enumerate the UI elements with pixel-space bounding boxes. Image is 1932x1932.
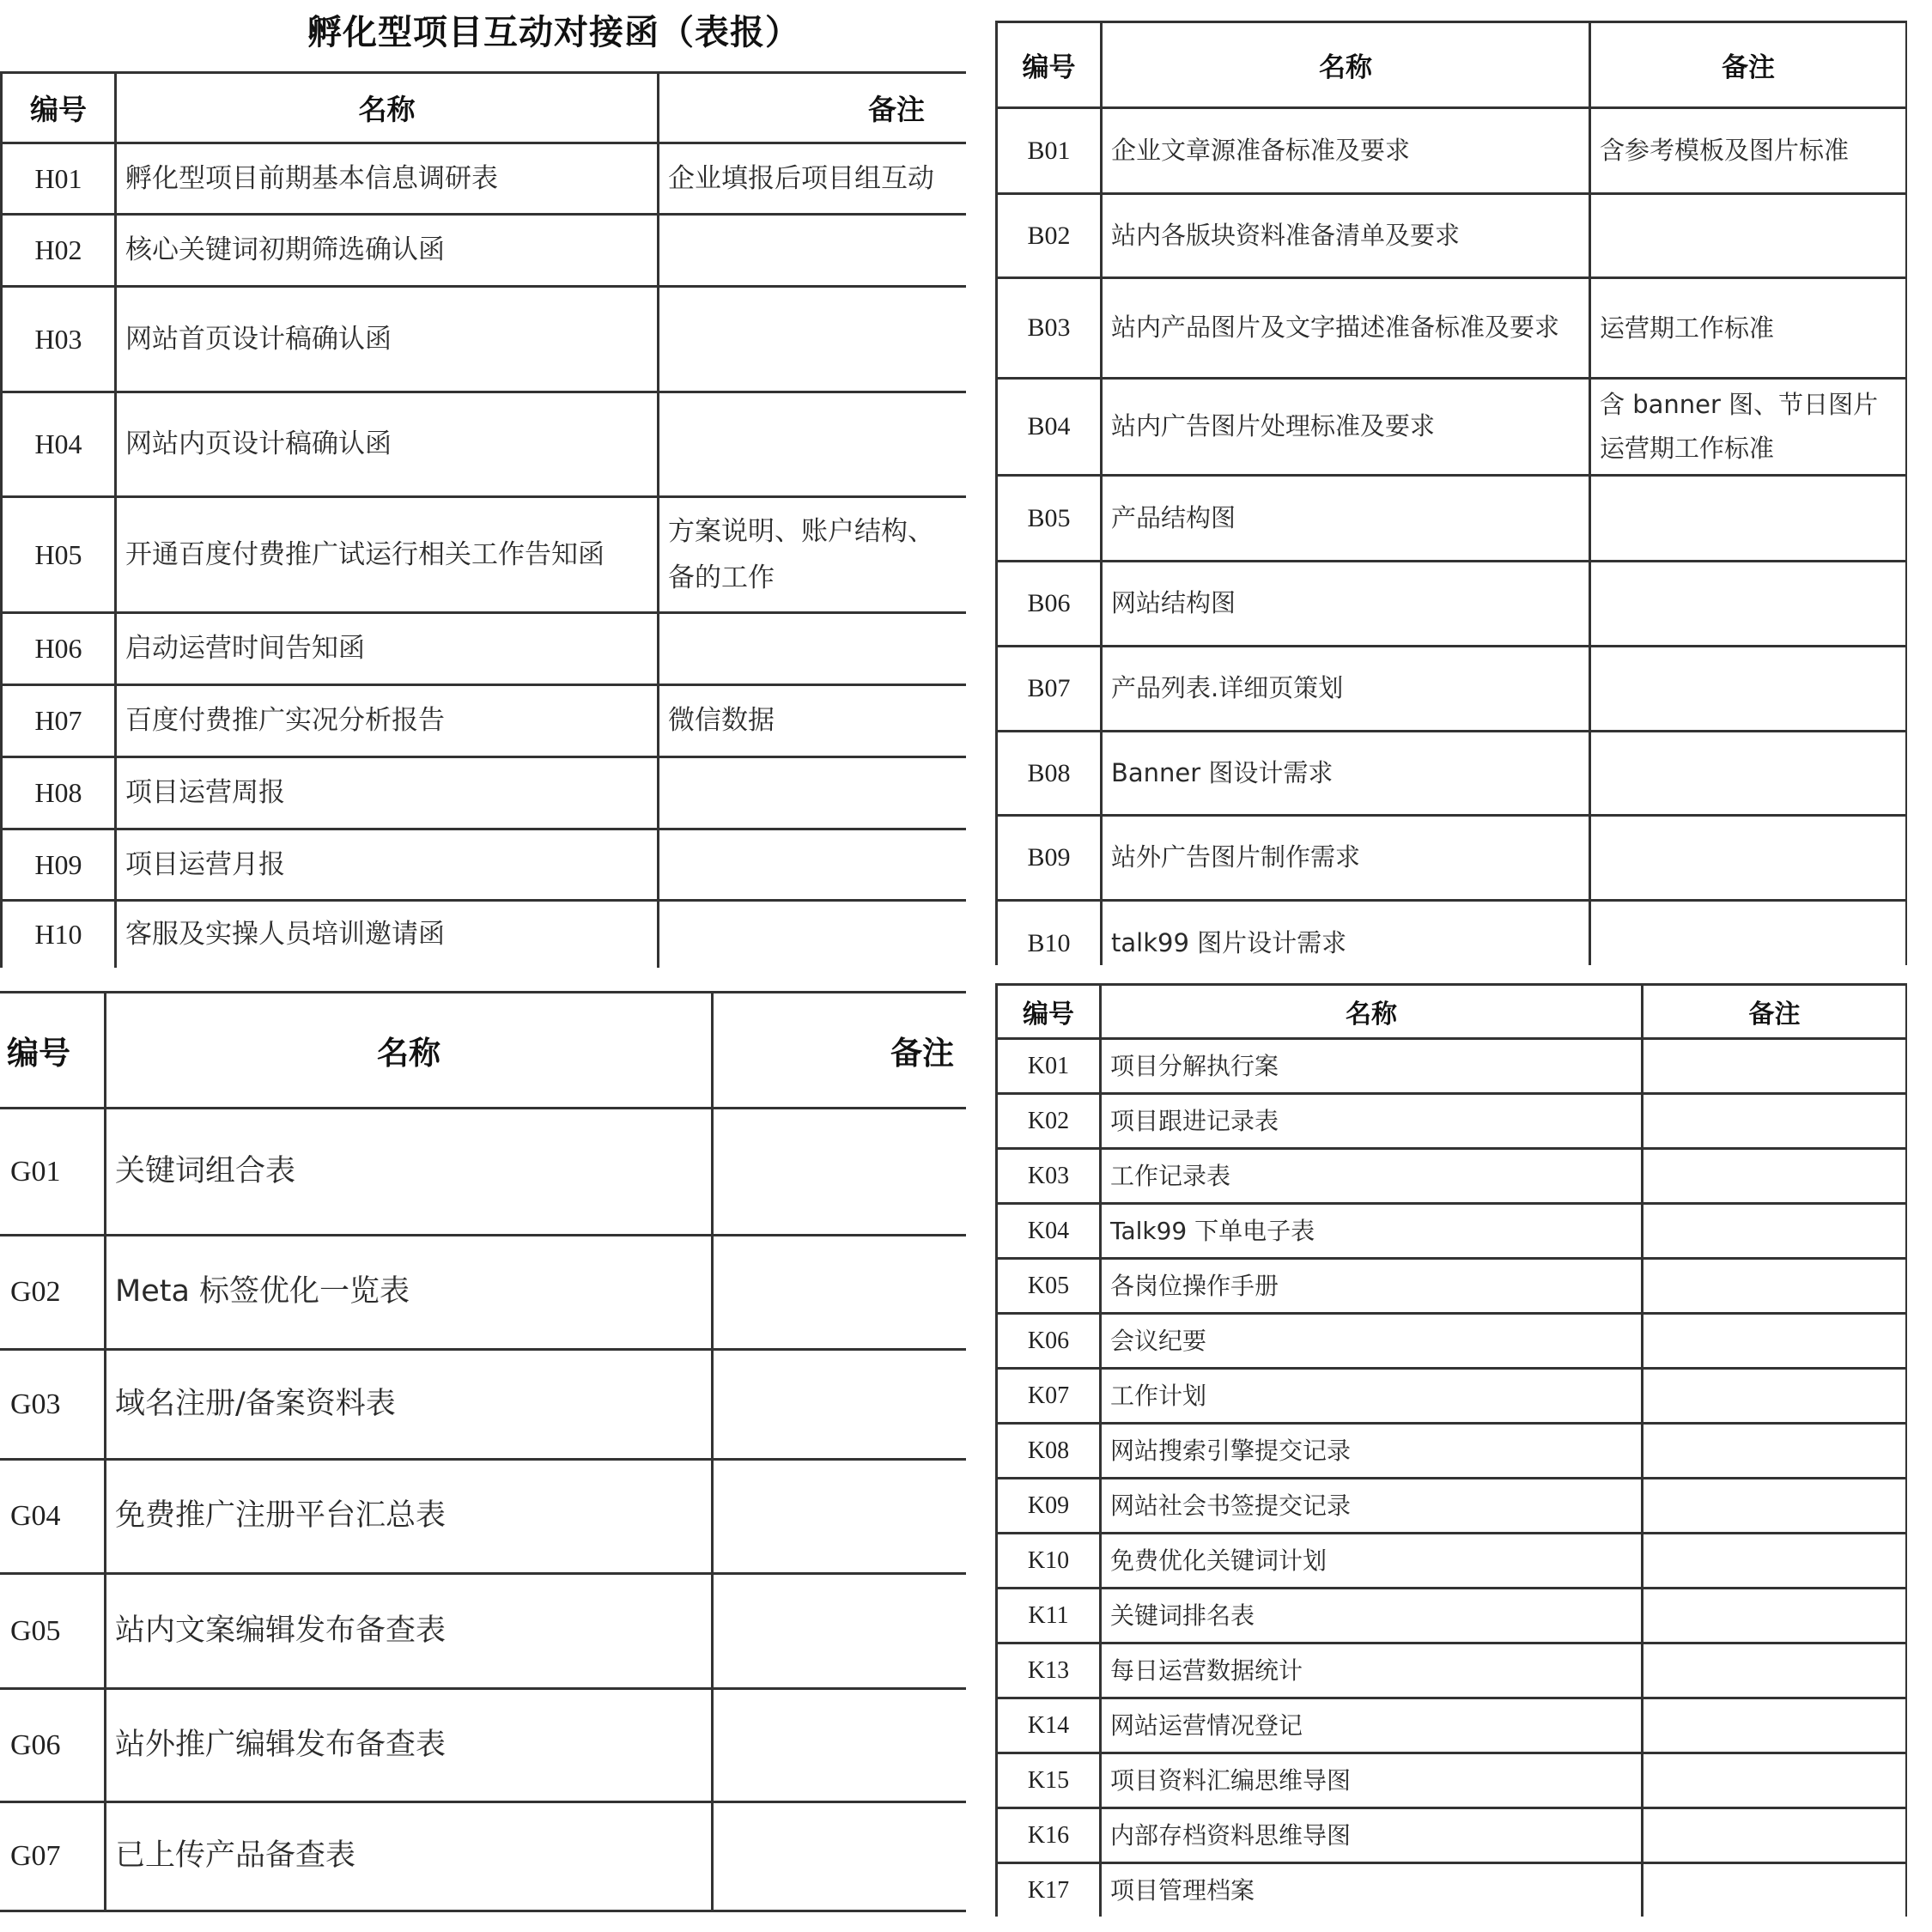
cell-name: Banner 图设计需求 [1102, 732, 1590, 816]
cell-name: 企业文章源准备标准及要求 [1102, 108, 1590, 194]
cell-code: G07 [0, 1802, 106, 1911]
table-panel-b [995, 21, 1907, 965]
cell-name: 启动运营时间告知函 [116, 613, 659, 685]
cell-name: 网站搜索引擎提交记录 [1101, 1424, 1643, 1479]
cell-name: 网站社会书签提交记录 [1101, 1479, 1643, 1534]
cell-name: 孵化型项目前期基本信息调研表 [116, 143, 659, 215]
table-row [997, 647, 1907, 732]
table-row [2, 757, 967, 829]
cell-note [1590, 278, 1907, 379]
cell-note [713, 1460, 967, 1574]
cell-note [1643, 1753, 1907, 1808]
cell-name: 网站内页设计稿确认函 [116, 392, 659, 497]
table-row [0, 1109, 966, 1236]
cell-code: K16 [997, 1808, 1101, 1863]
table-row [997, 1534, 1907, 1589]
cell-name: 站内文案编辑发布备查表 [106, 1574, 713, 1689]
table-row [0, 1689, 966, 1802]
cell-code: K07 [997, 1369, 1101, 1424]
cell-note [1590, 194, 1907, 278]
cell-note [1590, 379, 1907, 476]
table-row [997, 562, 1907, 647]
cell-name: Meta 标签优化一览表 [106, 1236, 713, 1350]
table-k-series [995, 983, 1907, 1917]
cell-code: B08 [997, 732, 1102, 816]
table-row [997, 1589, 1907, 1643]
cell-code: H03 [2, 287, 116, 392]
cell-note [1643, 1534, 1907, 1589]
table-row [997, 732, 1907, 816]
cell-code: K10 [997, 1534, 1101, 1589]
cell-code: H09 [2, 829, 116, 901]
table-row [997, 901, 1907, 966]
cell-code: B01 [997, 108, 1102, 194]
cell-name: 会议纪要 [1101, 1314, 1643, 1369]
table-row [997, 108, 1907, 194]
cell-note [1590, 647, 1907, 732]
table-row [997, 1094, 1907, 1149]
column-header-name: 名称 [1102, 22, 1590, 108]
cell-name: 工作计划 [1101, 1369, 1643, 1424]
cell-note [1590, 476, 1907, 562]
note-line: 含参考模板及图片标准 [1600, 136, 1850, 166]
cell-code: H02 [2, 215, 116, 287]
cell-note [713, 1236, 967, 1350]
note-line: 运营期工作标准 [1600, 434, 1775, 463]
table-panel-g [0, 991, 966, 1912]
table-row [2, 829, 967, 901]
cell-code: K04 [997, 1204, 1101, 1259]
table-row [2, 392, 967, 497]
table-row [0, 1350, 966, 1460]
cell-note [659, 143, 967, 215]
column-header-note: 备注 [713, 993, 967, 1109]
table-row [997, 1149, 1907, 1204]
cell-name: 站内产品图片及文字描述准备标准及要求 [1102, 278, 1590, 379]
cell-note [1643, 1314, 1907, 1369]
table-row [0, 1236, 966, 1350]
table-row [997, 1424, 1907, 1479]
cell-note [1643, 1204, 1907, 1259]
cell-name: 百度付费推广实况分析报告 [116, 685, 659, 757]
cell-name: 项目运营月报 [116, 829, 659, 901]
cell-code: B07 [997, 647, 1102, 732]
table-row [2, 613, 967, 685]
cell-note [659, 685, 967, 757]
cell-code: K01 [997, 1039, 1101, 1094]
table-row [2, 215, 967, 287]
cell-note [659, 497, 967, 613]
cell-code: G04 [0, 1460, 106, 1574]
table-header-row [0, 993, 966, 1109]
cell-name: 内部存档资料思维导图 [1101, 1808, 1643, 1863]
column-header-name: 名称 [116, 73, 659, 143]
cell-note [1590, 732, 1907, 816]
column-header-code: 编号 [997, 22, 1102, 108]
cell-code: K13 [997, 1643, 1101, 1698]
table-row [997, 1863, 1907, 1917]
cell-note [1643, 1149, 1907, 1204]
cell-code: B06 [997, 562, 1102, 647]
cell-note [659, 829, 967, 901]
table-row [997, 1314, 1907, 1369]
cell-note [713, 1350, 967, 1460]
note-line: 企业填报后项目组互动 [668, 162, 934, 194]
cell-note [1643, 1369, 1907, 1424]
cell-code: B10 [997, 901, 1102, 966]
cell-code: K08 [997, 1424, 1101, 1479]
cell-note [713, 1574, 967, 1689]
cell-name: 工作记录表 [1101, 1149, 1643, 1204]
table-row [997, 1204, 1907, 1259]
note-line: 方案说明、账户结构、 [668, 515, 934, 547]
cell-code: G01 [0, 1109, 106, 1236]
table-header-row [997, 22, 1907, 108]
cell-name: 客服及实操人员培训邀请函 [116, 901, 659, 969]
cell-name: 项目跟进记录表 [1101, 1094, 1643, 1149]
cell-code: B04 [997, 379, 1102, 476]
cell-note [659, 287, 967, 392]
table-panel-h [0, 71, 966, 968]
cell-note [1643, 1589, 1907, 1643]
cell-name: 产品列表.详细页策划 [1102, 647, 1590, 732]
cell-note [1590, 816, 1907, 901]
cell-note [659, 613, 967, 685]
cell-code: G05 [0, 1574, 106, 1689]
cell-code: B09 [997, 816, 1102, 901]
column-header-code: 编号 [0, 993, 106, 1109]
cell-name: 项目分解执行案 [1101, 1039, 1643, 1094]
column-header-name: 名称 [1101, 985, 1643, 1039]
table-row [997, 1698, 1907, 1753]
cell-name: 站内广告图片处理标准及要求 [1102, 379, 1590, 476]
cell-code: H05 [2, 497, 116, 613]
cell-note [1643, 1698, 1907, 1753]
cell-note [1590, 562, 1907, 647]
cell-code: H10 [2, 901, 116, 969]
cell-name: 网站结构图 [1102, 562, 1590, 647]
cell-code: H07 [2, 685, 116, 757]
cell-name: 已上传产品备查表 [106, 1802, 713, 1911]
cell-note [1643, 1808, 1907, 1863]
table-row [997, 476, 1907, 562]
cell-name: 核心关键词初期筛选确认函 [116, 215, 659, 287]
table-row [0, 1574, 966, 1689]
table-row [2, 685, 967, 757]
column-header-note: 备注 [659, 73, 967, 143]
cell-name: 网站首页设计稿确认函 [116, 287, 659, 392]
cell-name: 开通百度付费推广试运行相关工作告知函 [116, 497, 659, 613]
note-line: 运营期工作标准 [1600, 313, 1775, 343]
cell-code: G06 [0, 1689, 106, 1802]
cell-code: H06 [2, 613, 116, 685]
cell-name: 项目资料汇编思维导图 [1101, 1753, 1643, 1808]
cell-code: K09 [997, 1479, 1101, 1534]
table-panel-k [995, 983, 1907, 1917]
cell-name: talk99 图片设计需求 [1102, 901, 1590, 966]
table-row [997, 1643, 1907, 1698]
table-row [2, 143, 967, 215]
note-line: 微信数据 [668, 705, 775, 737]
cell-code: K17 [997, 1863, 1101, 1917]
column-header-code: 编号 [2, 73, 116, 143]
cell-name: 免费推广注册平台汇总表 [106, 1460, 713, 1574]
table-row [997, 1479, 1907, 1534]
cell-name: Talk99 下单电子表 [1101, 1204, 1643, 1259]
cell-note [1590, 901, 1907, 966]
cell-code: K11 [997, 1589, 1101, 1643]
cell-note [1643, 1424, 1907, 1479]
column-header-code: 编号 [997, 985, 1101, 1039]
table-header-row [2, 73, 967, 143]
cell-name: 各岗位操作手册 [1101, 1259, 1643, 1314]
cell-name: 免费优化关键词计划 [1101, 1534, 1643, 1589]
column-header-name: 名称 [106, 993, 713, 1109]
table-row [997, 379, 1907, 476]
cell-code: G02 [0, 1236, 106, 1350]
cell-code: K03 [997, 1149, 1101, 1204]
cell-note [1590, 108, 1907, 194]
cell-code: B02 [997, 194, 1102, 278]
table-row [997, 1753, 1907, 1808]
cell-note [713, 1802, 967, 1911]
cell-code: K02 [997, 1094, 1101, 1149]
cell-name: 站外推广编辑发布备查表 [106, 1689, 713, 1802]
document-title: 孵化型项目互动对接函（表报） [307, 13, 800, 52]
cell-code: K15 [997, 1753, 1101, 1808]
cell-name: 每日运营数据统计 [1101, 1643, 1643, 1698]
table-row [0, 1802, 966, 1911]
table-row [2, 901, 967, 969]
cell-note [659, 757, 967, 829]
table-row [997, 278, 1907, 379]
table-g-series [0, 991, 966, 1912]
table-row [997, 1369, 1907, 1424]
cell-note [1643, 1479, 1907, 1534]
table-row [0, 1460, 966, 1574]
cell-note [659, 392, 967, 497]
cell-code: K14 [997, 1698, 1101, 1753]
cell-name: 域名注册/备案资料表 [106, 1350, 713, 1460]
column-header-note: 备注 [1643, 985, 1907, 1039]
cell-name: 网站运营情况登记 [1101, 1698, 1643, 1753]
note-line: 备的工作 [668, 562, 775, 593]
cell-note [1643, 1863, 1907, 1917]
column-header-note: 备注 [1590, 22, 1907, 108]
table-row [997, 194, 1907, 278]
cell-note [1643, 1643, 1907, 1698]
table-row [997, 1259, 1907, 1314]
table-row [997, 816, 1907, 901]
cell-code: K05 [997, 1259, 1101, 1314]
table-b-series [995, 21, 1907, 965]
cell-note [1643, 1094, 1907, 1149]
cell-name: 关键词排名表 [1101, 1589, 1643, 1643]
cell-name: 项目管理档案 [1101, 1863, 1643, 1917]
cell-code: B05 [997, 476, 1102, 562]
table-row [997, 1039, 1907, 1094]
cell-note [659, 215, 967, 287]
cell-code: K06 [997, 1314, 1101, 1369]
cell-note [659, 901, 967, 969]
cell-name: 产品结构图 [1102, 476, 1590, 562]
table-row [2, 497, 967, 613]
cell-note [713, 1689, 967, 1802]
cell-code: G03 [0, 1350, 106, 1460]
note-line: 含 banner 图、节日图片 [1600, 390, 1879, 420]
cell-name: 站外广告图片制作需求 [1102, 816, 1590, 901]
cell-code: H04 [2, 392, 116, 497]
cell-code: H01 [2, 143, 116, 215]
cell-note [1643, 1259, 1907, 1314]
table-h-series [0, 71, 966, 968]
table-row [2, 287, 967, 392]
table-row [997, 1808, 1907, 1863]
cell-note [1643, 1039, 1907, 1094]
cell-name: 关键词组合表 [106, 1109, 713, 1236]
cell-code: B03 [997, 278, 1102, 379]
table-header-row [997, 985, 1907, 1039]
cell-code: H08 [2, 757, 116, 829]
cell-note [713, 1109, 967, 1236]
cell-name: 站内各版块资料准备清单及要求 [1102, 194, 1590, 278]
cell-name: 项目运营周报 [116, 757, 659, 829]
